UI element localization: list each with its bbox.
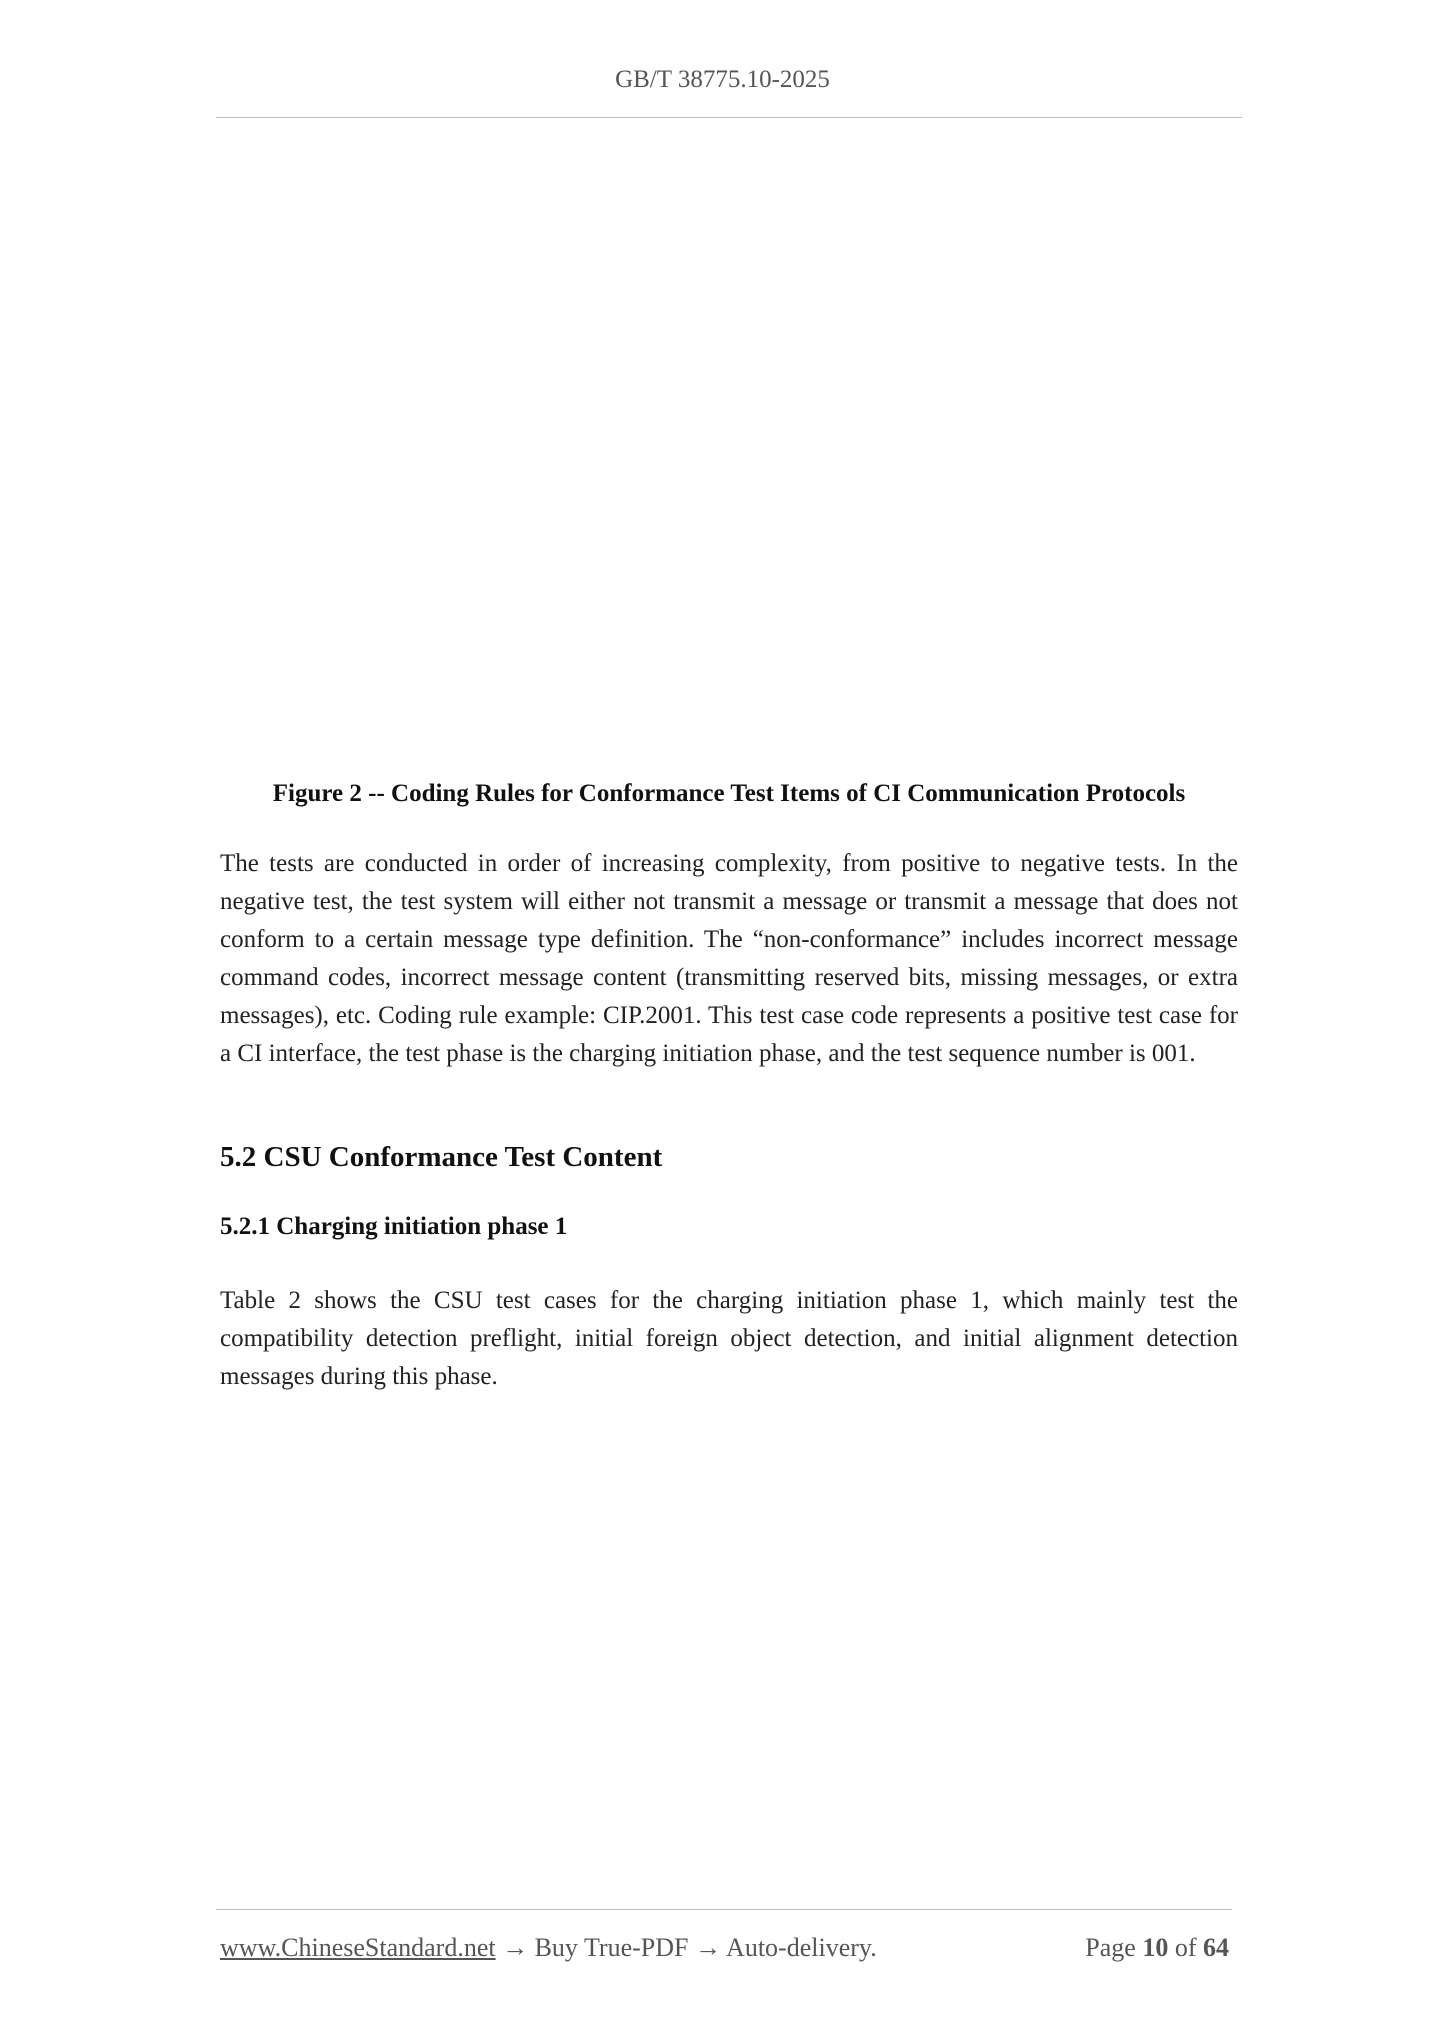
figure-caption: Figure 2 -- Coding Rules for Conformance Test Items of CI Communication Protocols	[272, 780, 1186, 807]
footer-promo-text: → Buy True-PDF → Auto-delivery.	[495, 1933, 877, 1962]
subsection-heading: 5.2.1 Charging initiation phase 1	[220, 1213, 568, 1240]
page-label: Page	[1085, 1933, 1136, 1962]
total-pages-number: 64	[1203, 1933, 1229, 1962]
header-divider	[216, 117, 1242, 118]
of-label: of	[1174, 1933, 1197, 1962]
footer-website-link[interactable]: www.ChineseStandard.net	[220, 1933, 496, 1962]
page-header-standard-id: GB/T 38775.10-2025	[615, 66, 830, 93]
body-paragraph-table-intro: Table 2 shows the CSU test cases for the charging initiation phase 1, which mainly test the compatibility detection preflight, initial foreign object detection, and initial alignment detection messages during this phase.	[220, 1287, 1238, 1390]
page-number-indicator	[1085, 1933, 1229, 1963]
current-page-number: 10	[1142, 1933, 1169, 1962]
footer-divider	[216, 1909, 1232, 1910]
footer-promo	[220, 1933, 877, 1963]
section-heading: 5.2 CSU Conformance Test Content	[220, 1141, 663, 1173]
body-paragraph-coding-rules: The tests are conducted in order of increasing complexity, from positive to negative tests. In the negative test, the test system will either not transmit a message or transmit a message that does not conform to a certain message type definition. The “non-conformance” includes incorrect message command codes, incorrect message content (transmitting reserved bits, missing messages, or extra messages), etc. Coding rule example: CIP.2001. This test case code represents a positive test case for a CI interface, the test phase is the charging initiation phase, and the test sequence number is 001.	[220, 850, 1238, 1067]
